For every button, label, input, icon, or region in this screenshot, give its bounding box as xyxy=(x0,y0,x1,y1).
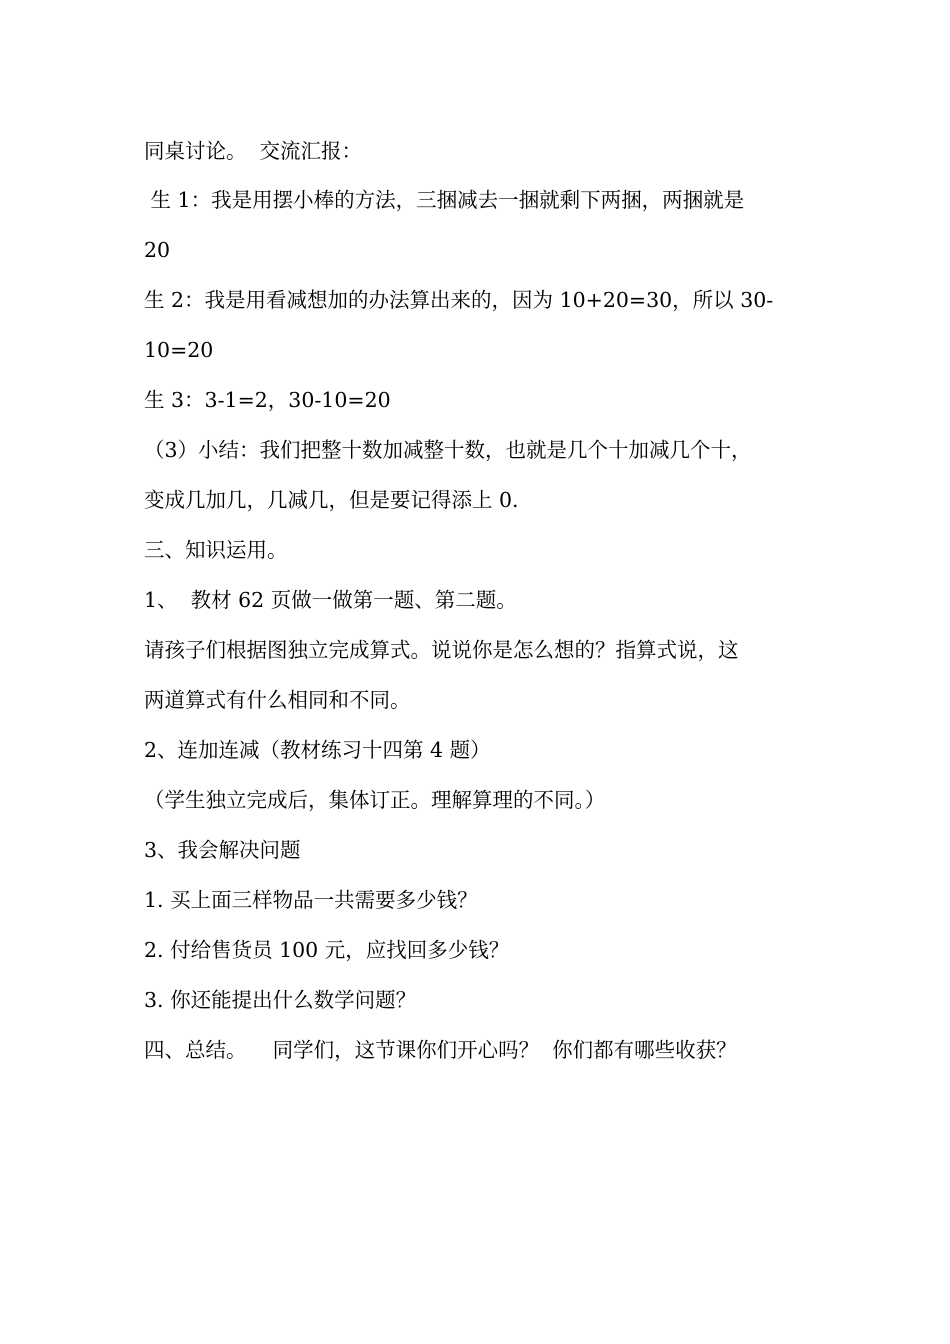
section-heading-application: 三、知识运用。 xyxy=(144,538,288,562)
student-1-continued-line: 20 xyxy=(144,238,171,262)
student-1-line: 生 1：我是用摆小棒的方法，三捆减去一捆就剩下两捆，两捆就是 xyxy=(144,188,745,212)
question-3-line: 3. 你还能提出什么数学问题？ xyxy=(144,988,417,1012)
instruction-line: 请孩子们根据图独立完成算式。说说你是怎么想的？指算式说，这 xyxy=(144,638,739,662)
student-2-line: 生 2：我是用看减想加的办法算出来的，因为 10+20=30，所以 30- xyxy=(144,288,774,312)
summary-line: （3）小结：我们把整十数加减整十数，也就是几个十加减几个十， xyxy=(144,438,752,462)
question-2-line: 2. 付给售货员 100 元，应找回多少钱？ xyxy=(144,938,510,962)
item-2-note-line: （学生独立完成后，集体订正。理解算理的不同。） xyxy=(144,788,606,812)
instruction-continued-line: 两道算式有什么相同和不同。 xyxy=(144,688,411,712)
question-1-line: 1. 买上面三样物品一共需要多少钱？ xyxy=(144,888,478,912)
summary-continued-line: 变成几加几，几减几，但是要记得添上 0. xyxy=(144,488,519,512)
item-3-line: 3、我会解决问题 xyxy=(144,838,301,862)
item-2-line: 2、连加连减（教材练习十四第 4 题） xyxy=(144,738,491,762)
item-1-line: 1、 教材 62 页做一做第一题、第二题。 xyxy=(144,588,517,612)
discussion-line: 同桌讨论。 交流汇报： xyxy=(144,139,363,163)
section-heading-summary: 四、总结。 同学们，这节课你们开心吗？ 你们都有哪些收获？ xyxy=(144,1038,737,1062)
student-3-line: 生 3：3-1=2，30-10=20 xyxy=(144,388,391,412)
student-2-continued-line: 10=20 xyxy=(144,338,214,362)
